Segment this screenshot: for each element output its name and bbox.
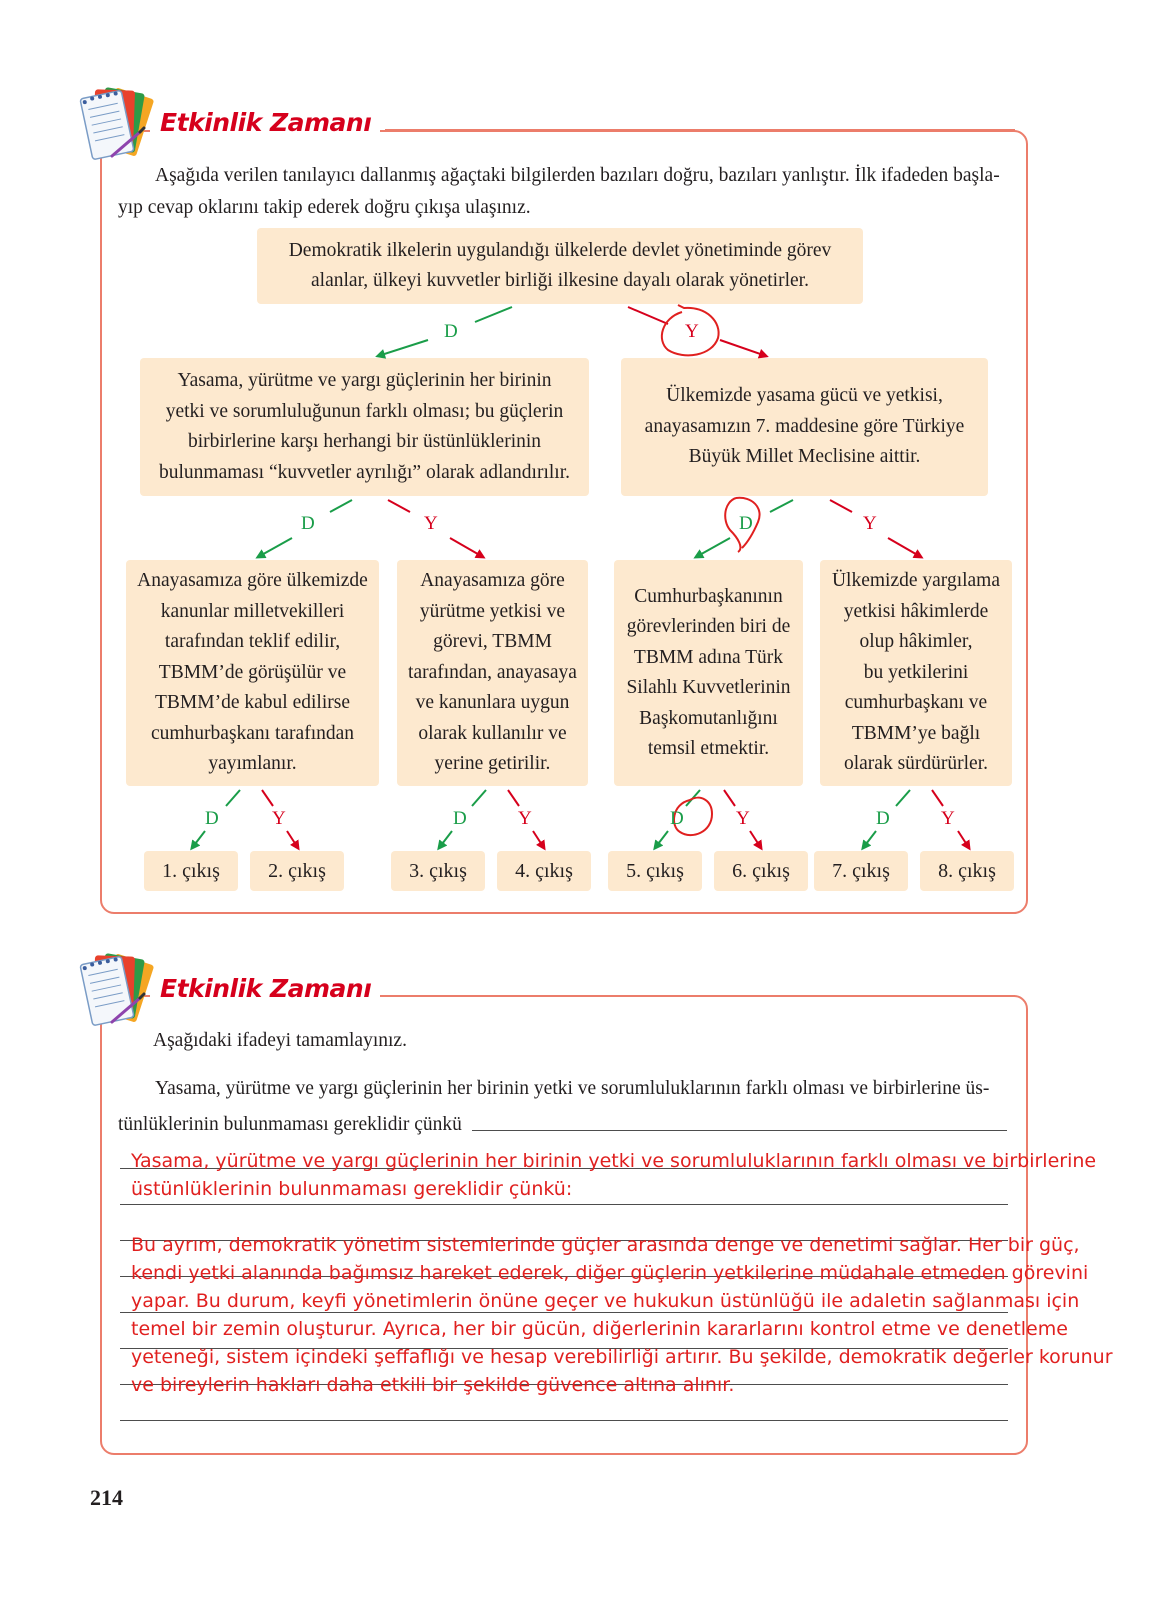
arrow-d [378, 340, 428, 356]
leaf1-line: yayımlanır. [208, 753, 297, 775]
arrow-d [475, 307, 512, 322]
exit-4: 4. çıkış [497, 851, 591, 891]
arrow-y [287, 831, 298, 848]
arrow-d [896, 790, 910, 806]
label-d: D [205, 808, 219, 829]
exit-1: 1. çıkış [144, 851, 238, 891]
arrow-y [262, 790, 273, 806]
right-line3: Büyük Millet Meclisine aittir. [688, 446, 921, 468]
leaf3-line: Silahlı Kuvvetlerinin [626, 677, 791, 698]
label-y: Y [272, 808, 286, 829]
leaf1-line: kanunlar milletvekilleri [160, 600, 345, 622]
leaf3-line: görevlerinden biri de [626, 616, 791, 637]
answer-line: temel bir zemin oluşturur. Ayrıca, her bir gücün, diğerlerinin kararlarını kontrol etme ve denetleme [131, 1318, 1068, 1340]
arrow-y [932, 790, 943, 806]
answer-line: ve bireylerin hakları daha etkili bir şekilde güvence altına alınır. [131, 1374, 735, 1396]
leaf4-line: bu yetkilerini [863, 661, 969, 683]
label-d: D [670, 808, 684, 829]
answer-line: kendi yetki alanında bağımsız hareket ederek, diğer güçlerin yetkilerine müdahale etmeden görevini [131, 1262, 1089, 1284]
label-y: Y [518, 808, 532, 829]
answer-line: yeteneği, sistem içindeki şeffaflığı ve hesap verebilirliği artırır. Bu şekilde, demokratik değerler korunur [131, 1346, 1113, 1368]
arrow-y [750, 831, 761, 848]
arrow-y [450, 538, 483, 557]
leaf1-line: cumhurbaşkanı tarafından [150, 722, 355, 744]
arrow-y [958, 831, 969, 848]
label-y: Y [424, 513, 438, 534]
exit-6: 6. çıkış [714, 851, 808, 891]
root-line1: Demokratik ilkelerin uygulandığı ülkelerde devlet yönetiminde görev [288, 239, 832, 261]
answer-line: yapar. Bu durum, keyfi yönetimlerin önüne geçer ve hukukun üstünlüğü ile adaletin sağlanması için [131, 1290, 1080, 1312]
label-d: D [876, 808, 890, 829]
root-line2: alanlar, ülkeyi kuvvetler birliği ilkesine dayalı olarak yönetirler. [311, 270, 809, 291]
leaf1-line: Anayasamıza göre ülkemizde [137, 570, 368, 592]
activity1-intro-line2: yıp cevap oklarını takip ederek doğru çıkışa ulaşınız. [118, 197, 531, 218]
exit-8: 8. çıkış [920, 851, 1014, 891]
writing-line [120, 1420, 1008, 1421]
leaf3-line: Başkomutanlığını [639, 707, 778, 729]
exit-5: 5. çıkış [608, 851, 702, 891]
leaf2-line: yürütme yetkisi ve [419, 600, 566, 622]
answer-line: üstünlüklerinin bulunmaması gereklidir çünkü: [131, 1178, 573, 1200]
label-d: D [453, 808, 467, 829]
arrow-d [439, 831, 452, 848]
leaf2-line: olarak kullanılır ve [418, 722, 567, 744]
activity1-title: Etkinlik Zamanı [160, 108, 372, 137]
arrow-y [724, 790, 735, 806]
label-d: D [739, 513, 753, 534]
arrow-d [330, 500, 352, 512]
arrow-d [226, 790, 240, 806]
arrow-y [508, 790, 519, 806]
right-line1: Ülkemizde yasama gücü ve yetkisi, [666, 385, 943, 407]
left-line4: bulunmaması “kuvvetler ayrılığı” olarak adlandırılır. [159, 461, 570, 483]
leaf3-line: TBMM adına Türk [633, 646, 784, 668]
exit-7: 7. çıkış [814, 851, 908, 891]
leaf3-line: temsil etmektir. [647, 738, 770, 759]
label-d: D [444, 321, 458, 342]
left-line3: birbirlerine karşı herhangi bir üstünlüklerinin [187, 431, 542, 452]
arrow-y [388, 500, 410, 512]
arrow-d [696, 538, 730, 557]
arrow-d [258, 538, 292, 557]
arrow-d [770, 500, 793, 512]
arrow-y [533, 831, 544, 848]
activity2-title: Etkinlik Zamanı [160, 974, 372, 1003]
leaf1-line: tarafından teklif edilir, [164, 631, 341, 653]
leaf4-line: Ülkemizde yargılama [831, 570, 1001, 592]
exit-3: 3. çıkış [391, 851, 485, 891]
prompt-blank-line [472, 1130, 1007, 1131]
leaf2-line: tarafından, anayasaya [408, 661, 577, 683]
activity2-instruction: Aşağıdaki ifadeyi tamamlayınız. [153, 1030, 407, 1051]
left-line2: yetki ve sorumluluğunun farklı olması; bu güçlerin [165, 400, 564, 422]
activity2-prompt-line1: Yasama, yürütme ve yargı güçlerinin her birinin yetki ve sorumluluklarının farklı olması ve birbirlerine üs- [155, 1078, 990, 1099]
arrow-d [863, 831, 876, 848]
answer-line: Yasama, yürütme ve yargı güçlerinin her birinin yetki ve sorumluluklarının farklı olması ve birbirlerine [131, 1150, 1097, 1172]
activity2-prompt-line2: tünlüklerinin bulunmaması gereklidir çünkü [118, 1114, 462, 1135]
leaf2-line: yerine getirilir. [434, 753, 551, 775]
page-number: 214 [90, 1485, 123, 1510]
exit-2: 2. çıkış [250, 851, 344, 891]
leaf2-line: görevi, TBMM [433, 631, 552, 653]
arrow-y [888, 538, 921, 557]
leaf2-line: Anayasamıza göre [420, 570, 565, 592]
answer-line: Bu ayrım, demokratik yönetim sistemlerinde güçler arasında denge ve denetimi sağlar. Her bir güç, [131, 1234, 1080, 1256]
leaf4-line: TBMM’ye bağlı [851, 722, 981, 744]
arrow-y [628, 307, 668, 324]
label-y: Y [941, 808, 955, 829]
arrow-y [720, 340, 766, 356]
arrow-d [655, 831, 668, 848]
leaf2-line: ve kanunlara uygun [415, 692, 570, 714]
label-y: Y [863, 513, 877, 534]
leaf3-line: Cumhurbaşkanının [634, 585, 783, 607]
activity2-title-line [385, 995, 1015, 997]
right-line2: anayasamızın 7. maddesine göre Türkiye [644, 415, 965, 437]
label-y: Y [685, 321, 699, 342]
leaf1-line: TBMM’de görüşülür ve [158, 661, 347, 683]
leaf4-line: yetkisi hâkimlerde [843, 600, 989, 622]
activity1-intro-line1: Aşağıda verilen tanılayıcı dallanmış ağaçtaki bilgilerden bazıları doğru, bazıları yanlıştır. İlk ifadeden başla- [155, 165, 1000, 186]
arrow-y [830, 500, 852, 512]
leaf4-line: olup hâkimler, [859, 631, 973, 653]
arrow-d [192, 831, 205, 848]
leaf4-line: cumhurbaşkanı ve [844, 692, 988, 714]
label-d: D [301, 513, 315, 534]
arrow-d [472, 790, 486, 806]
label-y: Y [736, 808, 750, 829]
leaf4-line: olarak sürdürürler. [843, 753, 989, 775]
writing-line [120, 1204, 1008, 1205]
left-line1: Yasama, yürütme ve yargı güçlerinin her birinin [177, 370, 552, 391]
leaf1-line: TBMM’de kabul edilirse [155, 692, 350, 714]
notebook-icon [76, 948, 164, 1034]
